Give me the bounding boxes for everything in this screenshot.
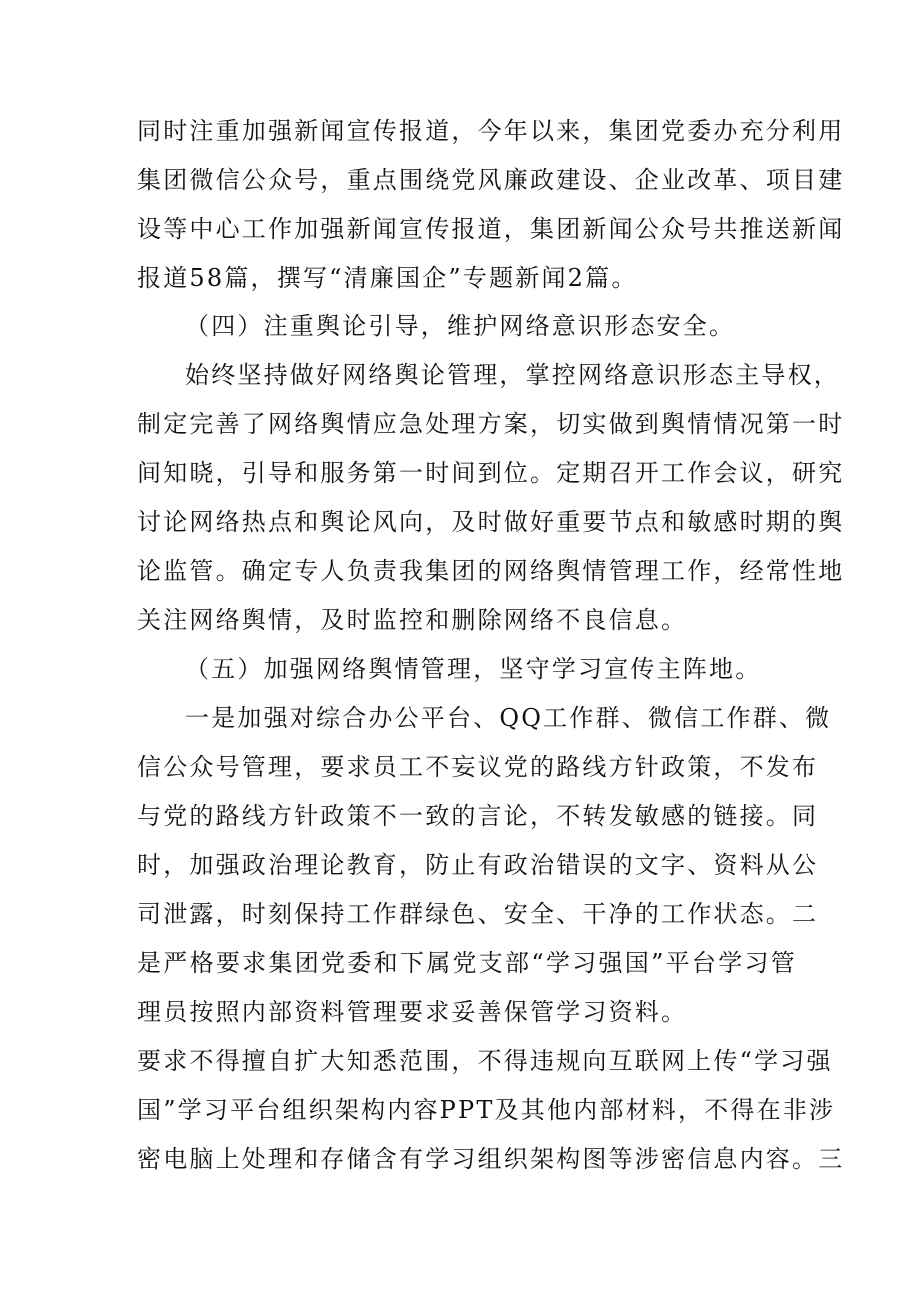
section-heading: （五）加强网络舆情管理，坚守学习宣传主阵地。 bbox=[185, 655, 762, 683]
text-line: 是严格要求集团党委和下属党支部“学习强国”平台学习管 bbox=[137, 949, 797, 977]
text-line: 制定完善了网络舆情应急处理方案，切实做到舆情情况第一时 bbox=[137, 410, 845, 438]
text-line: 同时注重加强新闻宣传报道，今年以来，集团党委办充分利用 bbox=[137, 117, 845, 145]
paragraph-first-line: 始终坚持做好网络舆论管理，掌控网络意识形态主导权， bbox=[185, 361, 840, 389]
text-line: 设等中心工作加强新闻宣传报道，集团新闻公众号共推送新闻 bbox=[137, 215, 845, 243]
text-line: 与党的路线方针政策不一致的言论，不转发敏感的链接。同 bbox=[137, 802, 819, 830]
section-heading: （四）注重舆论引导，维护网络意识形态安全。 bbox=[185, 312, 736, 340]
text-line: 司泄露，时刻保持工作群绿色、安全、干净的工作状态。二 bbox=[137, 900, 819, 928]
text-line: 讨论网络热点和舆论风向，及时做好重要节点和敏感时期的舆 bbox=[137, 508, 845, 536]
text-line: 论监管。确定专人负责我集团的网络舆情管理工作，经常性地 bbox=[137, 557, 845, 585]
text-line: 理员按照内部资料管理要求妥善保管学习资料。 bbox=[137, 998, 688, 1026]
text-line: 国”学习平台组织架构内容PPT及其他内部材料，不得在非涉 bbox=[137, 1096, 836, 1124]
text-line: 时，加强政治理论教育，防止有政治错误的文字、资料从公 bbox=[137, 851, 819, 879]
text-line: 信公众号管理，要求员工不妄议党的路线方针政策，不发布 bbox=[137, 753, 819, 781]
text-line: 集团微信公众号，重点围绕党风廉政建设、企业改革、项目建 bbox=[137, 166, 845, 194]
paragraph-first-line: 一是加强对综合办公平台、QQ工作群、微信工作群、微 bbox=[185, 704, 832, 732]
text-line: 报道58篇，撰写“清廉国企”专题新闻2篇。 bbox=[137, 264, 638, 292]
text-line: 关注网络舆情，及时监控和删除网络不良信息。 bbox=[137, 606, 688, 634]
text-line: 密电脑上处理和存储含有学习组织架构图等涉密信息内容。三 bbox=[137, 1145, 845, 1173]
text-line: 间知晓，引导和服务第一时间到位。定期召开工作会议，研究 bbox=[137, 459, 845, 487]
text-line: 要求不得擅自扩大知悉范围，不得违规向互联网上传“学习强 bbox=[137, 1047, 833, 1075]
